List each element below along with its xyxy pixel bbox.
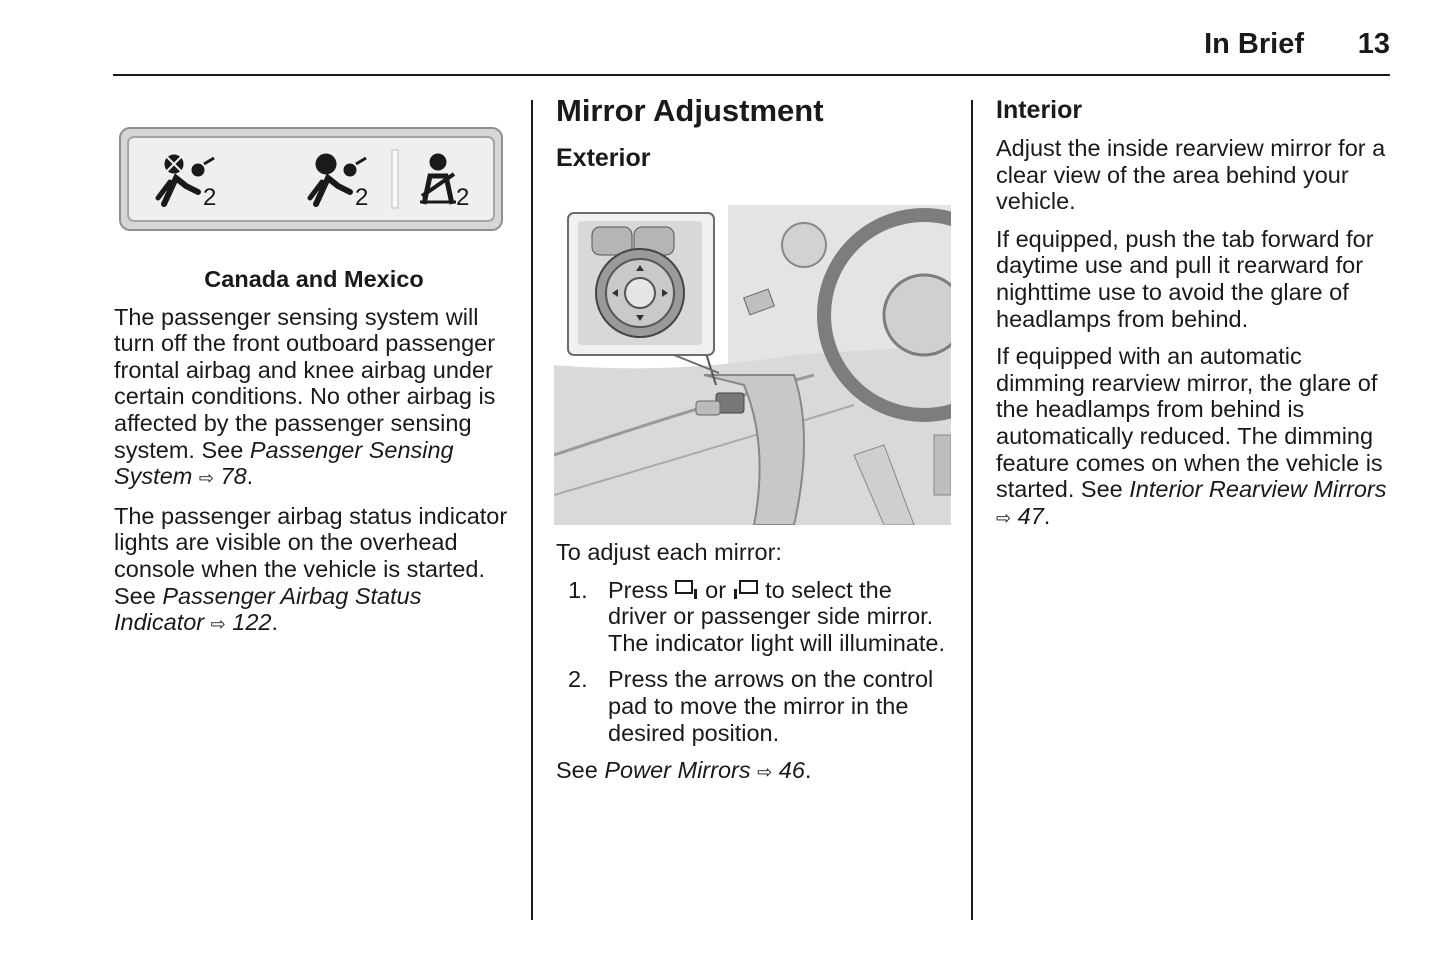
steps-list [556,577,956,747]
column-divider-right [971,100,973,920]
list-item [556,666,956,746]
passenger-airbag-status-indicator-link[interactable] [114,583,421,636]
middle-column [556,93,956,173]
airbag-on-label: 2 [355,184,369,211]
mirror-control-pad [625,278,655,308]
page-reference-arrow-icon: ⇨ [757,762,773,783]
steps-intro: To adjust each mirror: [556,539,782,565]
list-item [556,577,956,657]
step-text: to select the driver or passenger side mirror. The indicator light will illuminate. [608,576,945,656]
mirror-control-callout [568,213,714,355]
airbag-status-indicator-figure [118,126,504,232]
link-page: 122 [232,609,272,636]
page-reference-arrow-icon: ⇨ [210,614,226,635]
page-reference-arrow-icon: ⇨ [198,468,214,489]
step-text: Press the arrows on the control pad to move the mirror in the desired position. [608,666,934,746]
figure-caption: Canada and Mexico [204,266,424,292]
link-text: Passenger Airbag Status Indicator [114,582,422,636]
interior-paragraph-3: If equipped with an automatic dimming rearview mirror, the glare of the headlamps from behind is automatically reduced. The dimming feature comes on when the vehicle is started. See Interior Rearview Mirrors ⇨ 47. [996,343,1387,529]
subsection-heading: Exterior [556,144,651,172]
paragraph-text: See [556,757,598,784]
see-also-paragraph: See Power Mirrors ⇨ 46. [556,757,812,784]
step-number: 2. [568,666,588,693]
page-number: 13 [1357,28,1390,60]
step-number: 1. [568,576,588,603]
airbag-status-paragraph: The passenger airbag status indicator lights are visible on the overhead console when the vehicle is started. See Passenger Airbag Status Indicator ⇨ 122. [114,502,508,636]
seatbelt-label: 2 [456,184,470,211]
column-divider-left [531,100,533,920]
airbag-off-label: 2 [203,184,217,211]
mirror-control-illustration [554,205,951,525]
step-text: Press [608,576,669,603]
link-page: 78 [220,463,247,490]
section-heading: Mirror Adjustment [556,93,824,128]
link-text: Power Mirrors [604,757,751,784]
left-column [114,266,514,649]
power-mirrors-link[interactable] [604,757,805,783]
link-page: 47 [1017,502,1044,529]
page-reference-arrow-icon: ⇨ [996,507,1012,528]
interior-paragraph-1: Adjust the inside rearview mirror for a clear view of the area behind your vehicle. [996,135,1386,215]
paragraph-text: The passenger airbag status indicator lights are visible on the overhead console when the vehicle is started. See [114,502,508,609]
step-text: or [705,576,727,603]
paragraph-text: If equipped with an automatic dimming rearview mirror, the glare of the headlamps from behind is automatically reduced. The dimming feature comes on when the vehicle is started. See [996,343,1383,503]
link-text: Passenger Sensing System [114,436,454,490]
interior-paragraph-2: If equipped, push the tab forward for daytime use and pull it rearward for nighttime use to avoid the glare of headlamps from behind. [996,225,1374,332]
link-page: 46 [778,757,805,784]
paragraph-text: The passenger sensing system will turn off the front outboard passenger frontal airbag and knee airbag under certain conditions. No other airbag is affected by the passenger sensing system. See [114,303,496,463]
driver-mirror-button-icon [675,580,699,600]
section-title: In Brief [1204,28,1304,60]
link-text: Interior Rearview Mirrors [1129,476,1387,503]
subsection-heading: Interior [996,96,1083,124]
page-header [113,28,1390,76]
right-column [996,95,1396,542]
passenger-sensing-paragraph: The passenger sensing system will turn off the front outboard passenger frontal airbag and knee airbag under certain conditions. No other airbag is affected by the passenger sensing system. See Passenger Sensing System ⇨ 78. [114,303,496,490]
passenger-mirror-button-icon [733,580,759,600]
middle-column-body [556,539,956,797]
